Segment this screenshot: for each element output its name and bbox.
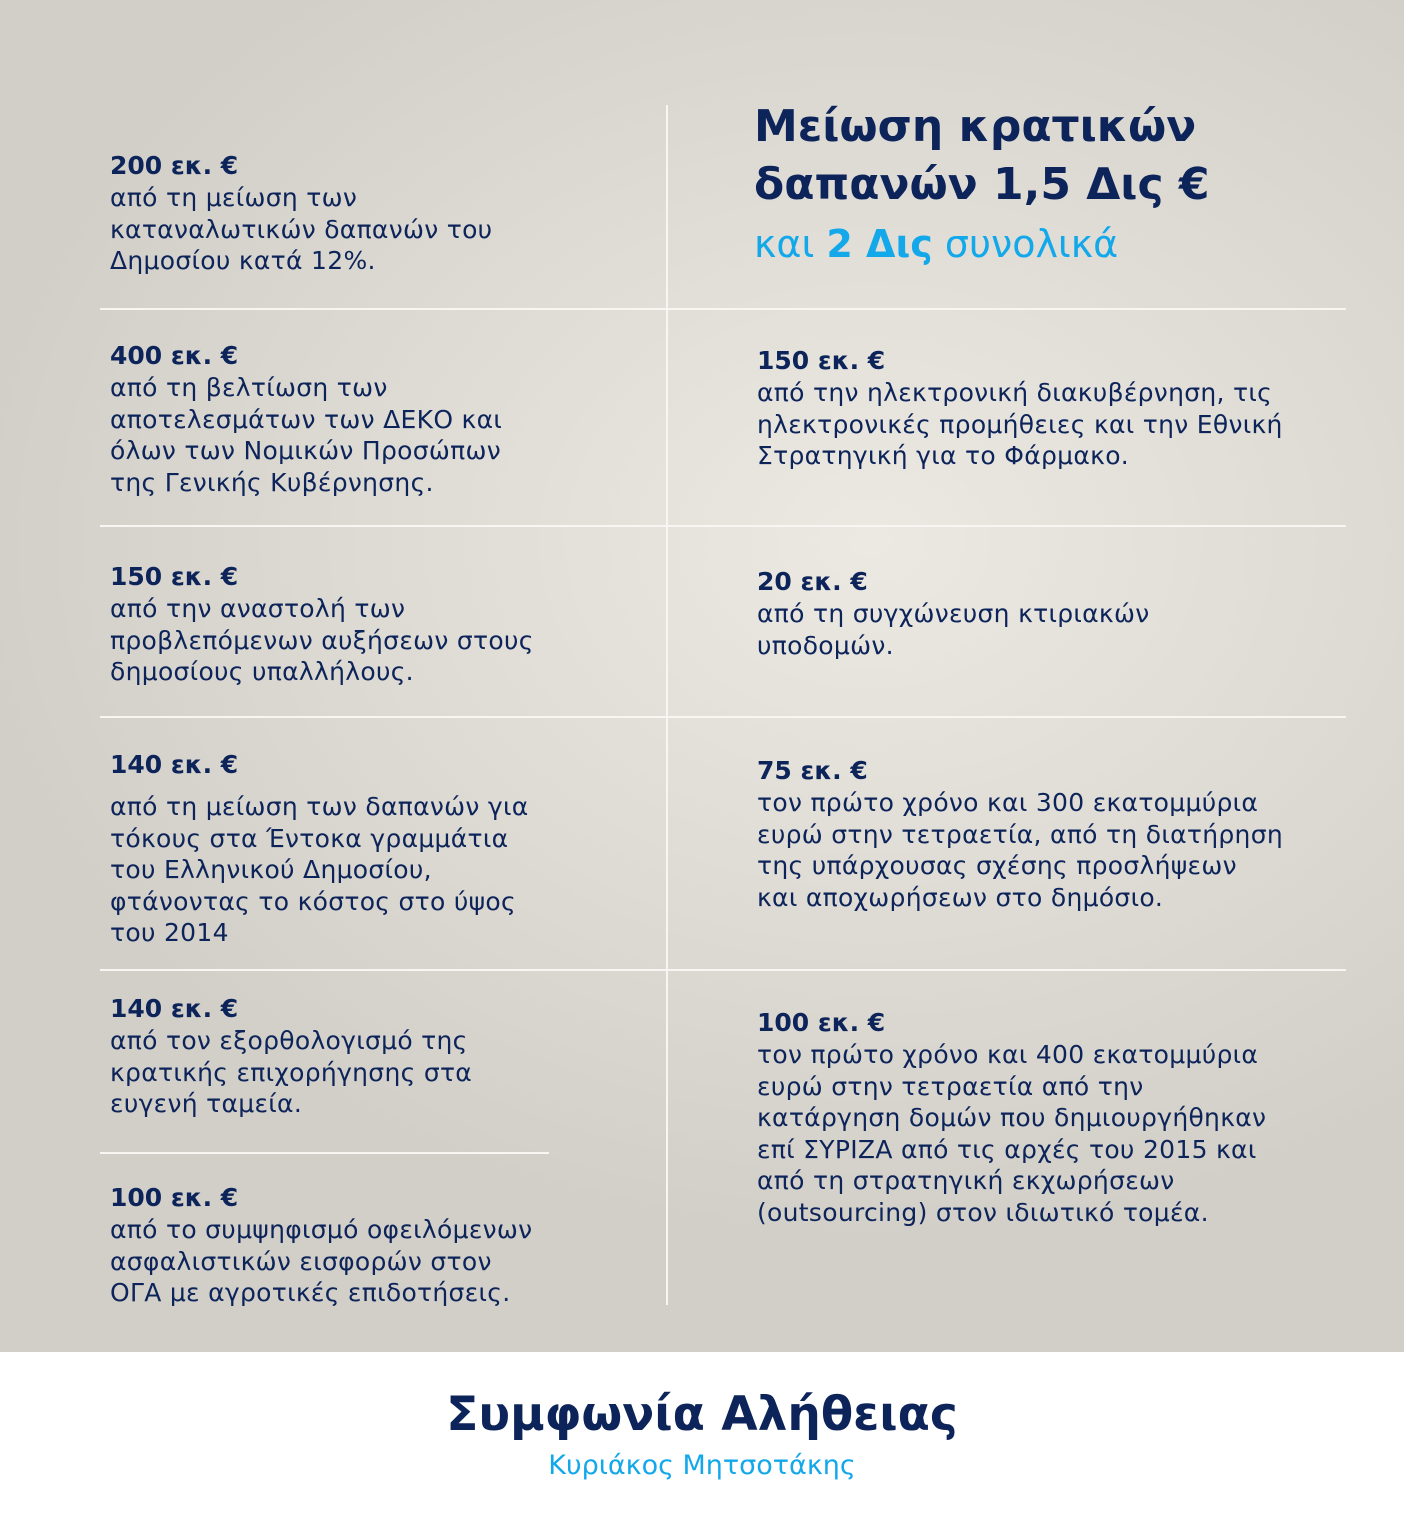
savings-description: από τον εξορθολογισμό της κρατικής επιχορήγησης στα ευγενή ταμεία. <box>110 1026 473 1118</box>
savings-item <box>757 566 1149 661</box>
row-divider <box>100 969 1346 971</box>
savings-description: τον πρώτο χρόνο και 300 εκατομμύρια ευρώ στην τετραετία, από τη διατήρηση της υπάρχουσας σχέσης προσλήψεων και αποχωρήσεων στο δημόσιο. <box>757 788 1283 912</box>
row-divider <box>100 716 1346 718</box>
savings-amount: 20 εκ. € <box>757 567 868 596</box>
headline: Μείωση κρατικών δαπανών 1,5 Δις € <box>754 101 1210 210</box>
savings-amount: 100 εκ. € <box>757 1008 886 1037</box>
savings-item <box>757 1007 1266 1228</box>
subtitle-suffix: συνολικά <box>932 222 1119 266</box>
savings-item <box>757 345 1283 472</box>
row-divider <box>100 308 1346 310</box>
campaign-slogan: Συμφωνία Αλήθειας <box>446 1387 958 1442</box>
savings-amount: 100 εκ. € <box>110 1183 239 1212</box>
savings-item <box>110 561 534 688</box>
leader-name: Κυριάκος Μητσοτάκης <box>548 1450 856 1481</box>
savings-item <box>757 755 1283 913</box>
subtitle-total: 2 Δις <box>826 222 933 266</box>
savings-description: από τη συγχώνευση κτιριακών υποδομών. <box>757 599 1150 660</box>
footer <box>0 1352 1404 1516</box>
savings-description: από την ηλεκτρονική διακυβέρνηση, τις ηλεκτρονικές προμήθειες και την Εθνική Στρατηγική για το Φάρμακο. <box>757 378 1283 470</box>
savings-amount: 75 εκ. € <box>757 756 868 785</box>
headline-subtitle <box>754 218 1118 270</box>
savings-description: από τη μείωση των καταναλωτικών δαπανών του Δημοσίου κατά 12%. <box>110 183 493 275</box>
savings-item <box>110 150 492 277</box>
column-divider <box>666 105 668 1305</box>
savings-amount: 150 εκ. € <box>757 346 886 375</box>
savings-item <box>110 993 472 1120</box>
savings-amount: 200 εκ. € <box>110 151 239 180</box>
row-divider <box>100 525 1346 527</box>
savings-amount: 140 εκ. € <box>110 994 239 1023</box>
savings-description: τον πρώτο χρόνο και 400 εκατομμύρια ευρώ στην τετραετία από την κατάργηση δομών που δημιουργήθηκαν επί ΣΥΡΙΖΑ από τις αρχές του 2015 και από τη στρατηγική εκχωρήσεων (outsourcing) στον ιδιωτικό τομέα. <box>757 1040 1267 1227</box>
subtitle-prefix: και <box>754 222 827 266</box>
row-divider <box>100 1152 549 1154</box>
savings-amount: 150 εκ. € <box>110 562 239 591</box>
savings-description: από τη μείωση των δαπανών για τόκους στα Έντοκα γραμμάτια του Ελληνικού Δημοσίου, φτάνοντας το κόστος στο ύψος του 2014 <box>110 792 529 947</box>
savings-item <box>110 749 529 949</box>
savings-description: από το συμψηφισμό οφειλόμενων ασφαλιστικών εισφορών στον ΟΓΑ με αγροτικές επιδοτήσεις. <box>110 1215 533 1307</box>
savings-item <box>110 340 502 498</box>
savings-item <box>110 1182 532 1309</box>
savings-amount: 140 εκ. € <box>110 750 239 779</box>
savings-description: από την αναστολή των προβλεπόμενων αυξήσεων στους δημοσίους υπαλλήλους. <box>110 594 534 686</box>
savings-description: από τη βελτίωση των αποτελεσμάτων των ΔΕΚΟ και όλων των Νομικών Προσώπων της Γενικής Κυβέρνησης. <box>110 373 503 497</box>
savings-amount: 400 εκ. € <box>110 341 239 370</box>
